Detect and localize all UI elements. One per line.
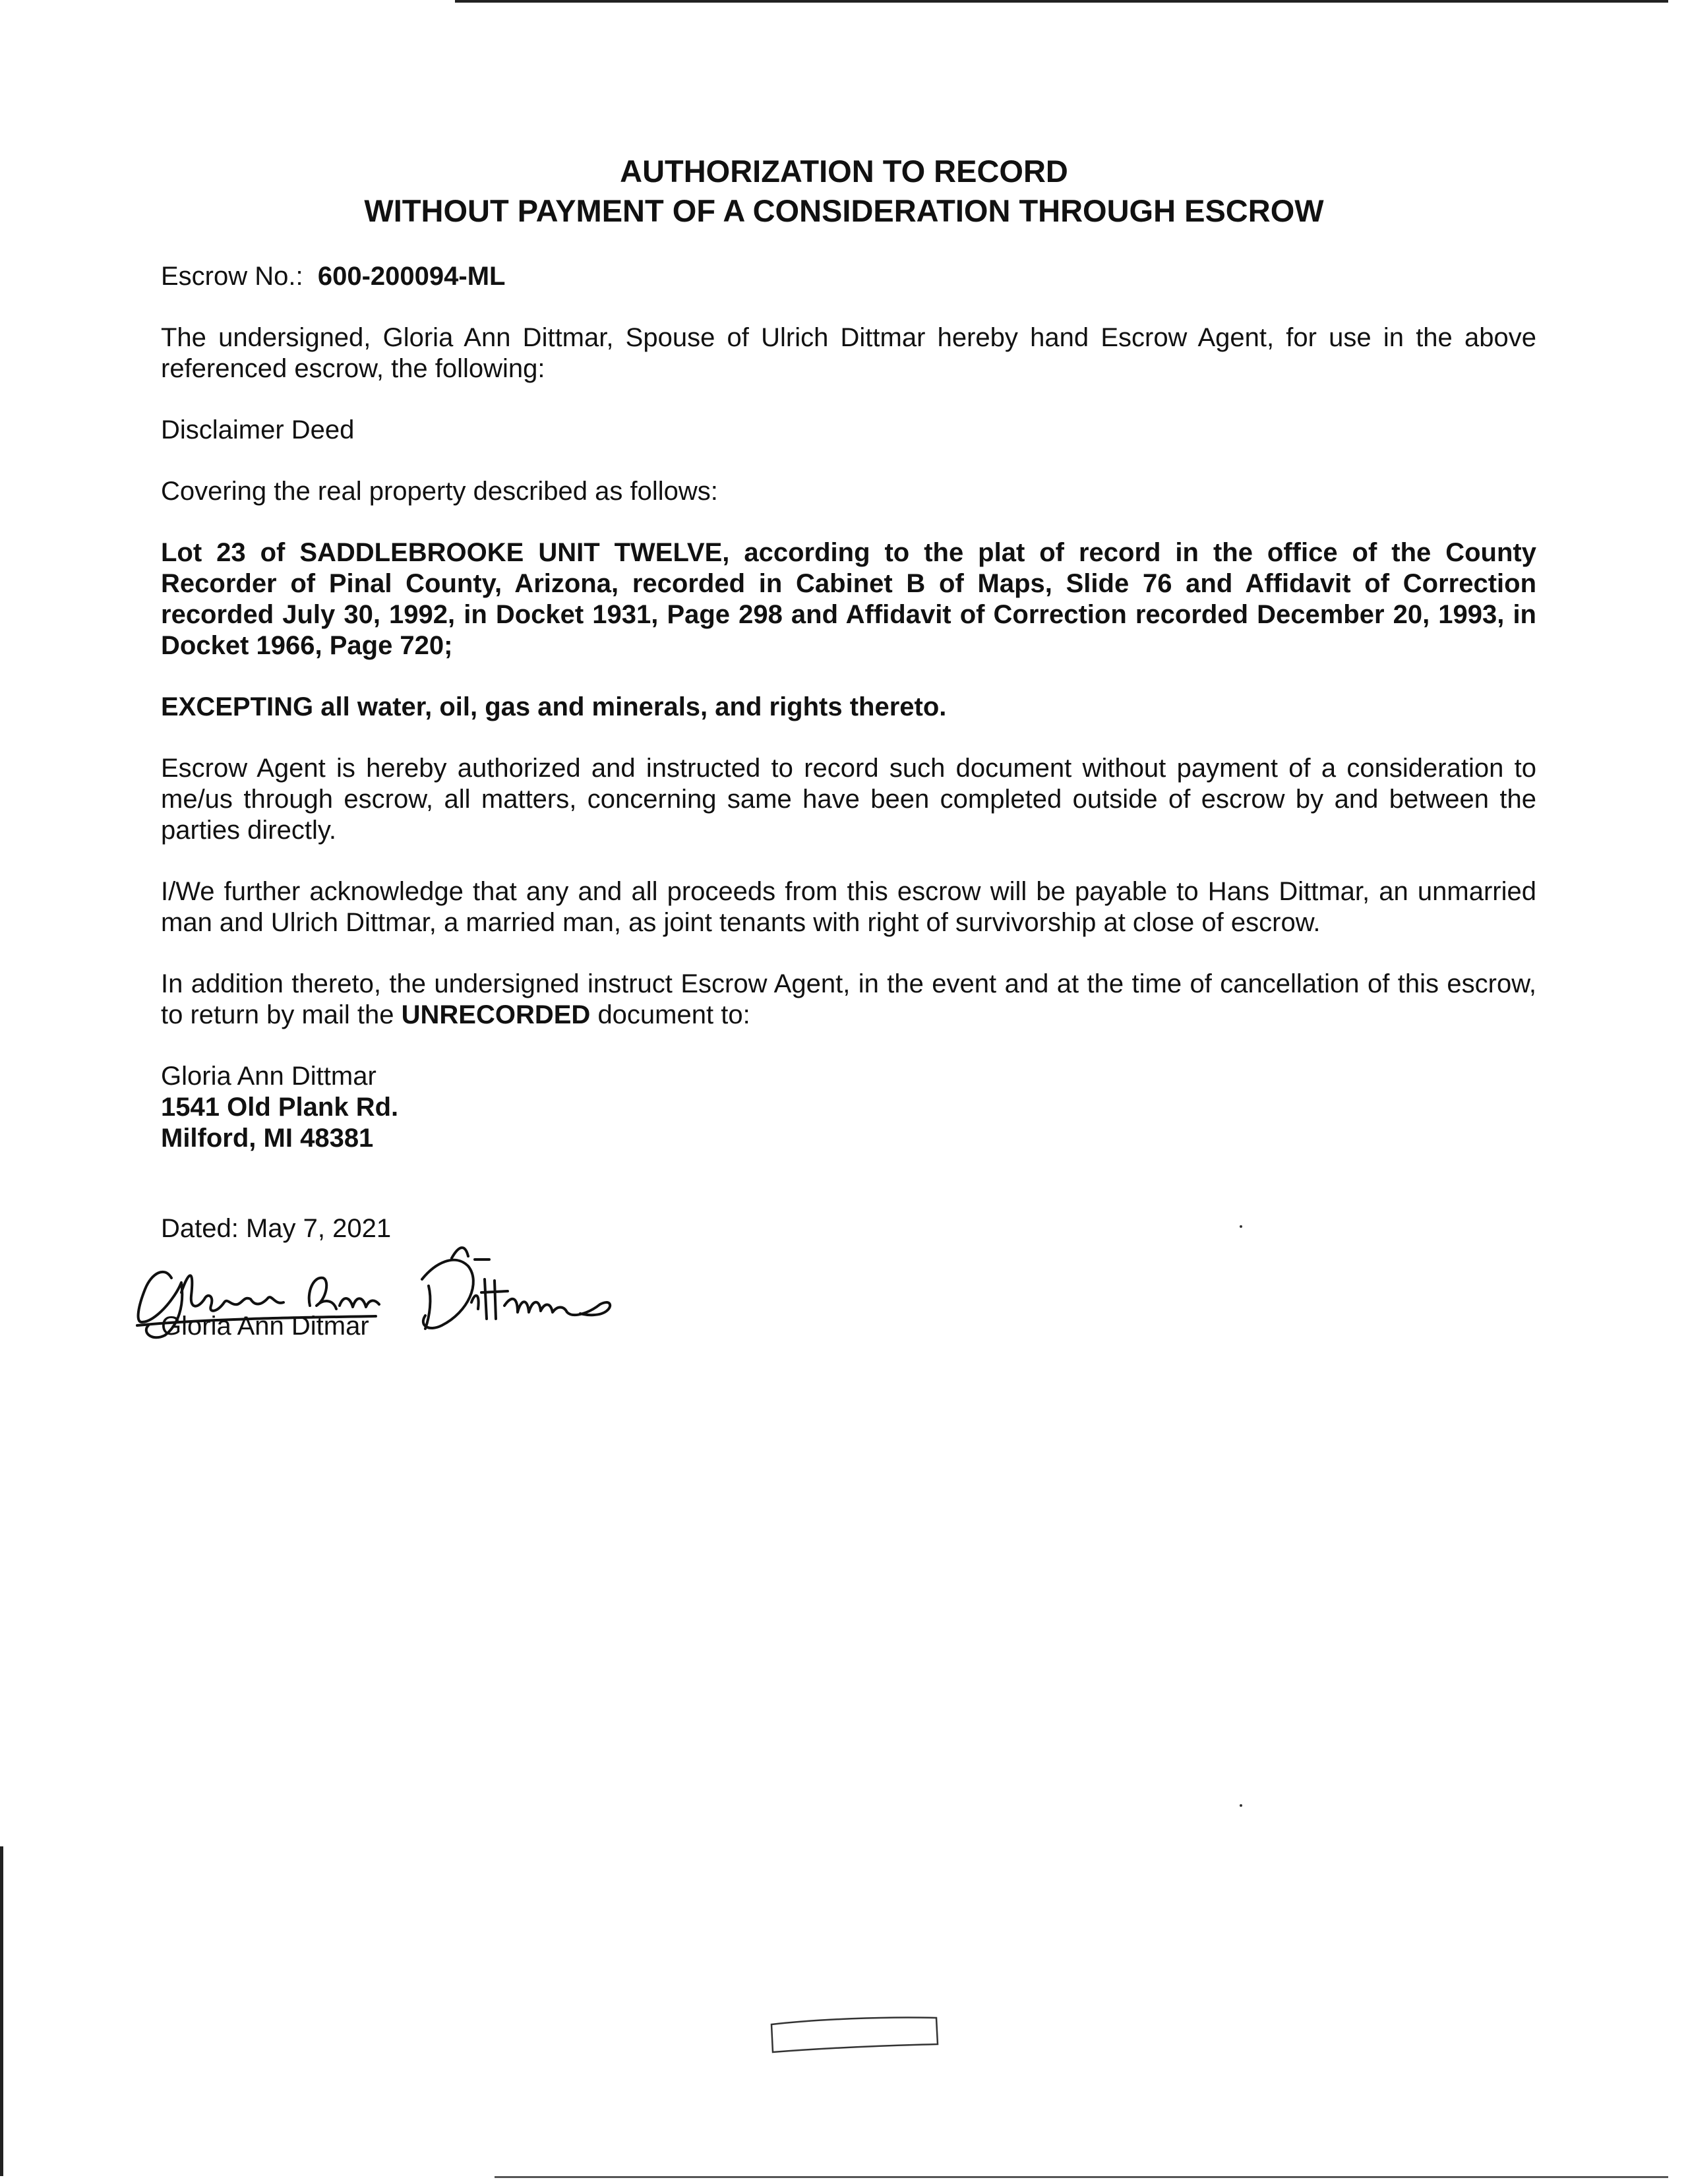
escrow-label: Escrow No.:	[161, 262, 303, 291]
legal-description: Lot 23 of SADDLEBROOKE UNIT TWELVE, according to the plat of record in the office of the County Recorder of Pinal County, Arizona, recorded in Cabinet B of Maps, Slide 76 and Affidavit of Correction recorded July 30, 1992, in Docket 1931, Page 298 and Affidavit of Correction recorded December 20, 1993, in Docket 1966, Page 720;	[161, 538, 1536, 660]
return-address-name: Gloria Ann Dittmar	[161, 1062, 377, 1091]
escrow-number: 600-200094-ML	[317, 262, 506, 291]
scan-speck	[1240, 1804, 1242, 1807]
signer-printed-name: Gloria Ann Ditmar	[161, 1312, 369, 1341]
title-line-2: WITHOUT PAYMENT OF A CONSIDERATION THROUGH ESCROW	[364, 193, 1324, 228]
cancellation-text-before: In addition thereto, the undersigned instruct Escrow Agent, in the event and at the time of cancellation of this escrow, to return by mail the	[161, 969, 1536, 1029]
scan-border-top	[455, 0, 1668, 3]
intro-paragraph: The undersigned, Gloria Ann Dittmar, Spouse of Ulrich Dittmar hereby hand Escrow Agent, for use in the above referenced escrow, the following:	[161, 323, 1536, 383]
scan-speck	[1240, 1225, 1242, 1228]
cancellation-text-after: document to:	[597, 1000, 750, 1029]
cancellation-paragraph	[161, 969, 1536, 1031]
recording-stamp-box	[765, 2005, 943, 2064]
document-body	[161, 261, 1536, 1184]
cancellation-emphasis: UNRECORDED	[401, 1000, 591, 1029]
title-line-1: AUTHORIZATION TO RECORD	[620, 154, 1068, 189]
authorization-paragraph: Escrow Agent is hereby authorized and instructed to record such document without payment of a consideration to me/us through escrow, all matters, concerning same have been completed outside of escrow by and between the parties directly.	[161, 754, 1536, 845]
covering-line: Covering the real property described as follows:	[161, 477, 718, 506]
document-type: Disclaimer Deed	[161, 415, 355, 444]
escrow-number-line	[161, 261, 1536, 292]
excepting-clause: EXCEPTING all water, oil, gas and minerals, and rights thereto.	[161, 692, 947, 721]
acknowledgement-paragraph: I/We further acknowledge that any and all proceeds from this escrow will be payable to Hans Dittmar, an unmarried man and Ulrich Dittmar, a married man, as joint tenants with right of survivorship at close of escrow.	[161, 877, 1536, 937]
return-address-street: 1541 Old Plank Rd.	[161, 1093, 399, 1122]
scan-edge-left	[0, 1846, 3, 2176]
dated-line: Dated: May 7, 2021	[161, 1214, 392, 1243]
scan-border-bottom	[495, 2176, 1668, 2178]
return-address	[161, 1061, 1536, 1154]
return-address-city: Milford, MI 48381	[161, 1124, 374, 1153]
document-title	[0, 152, 1688, 231]
signature-block	[125, 1200, 719, 1345]
